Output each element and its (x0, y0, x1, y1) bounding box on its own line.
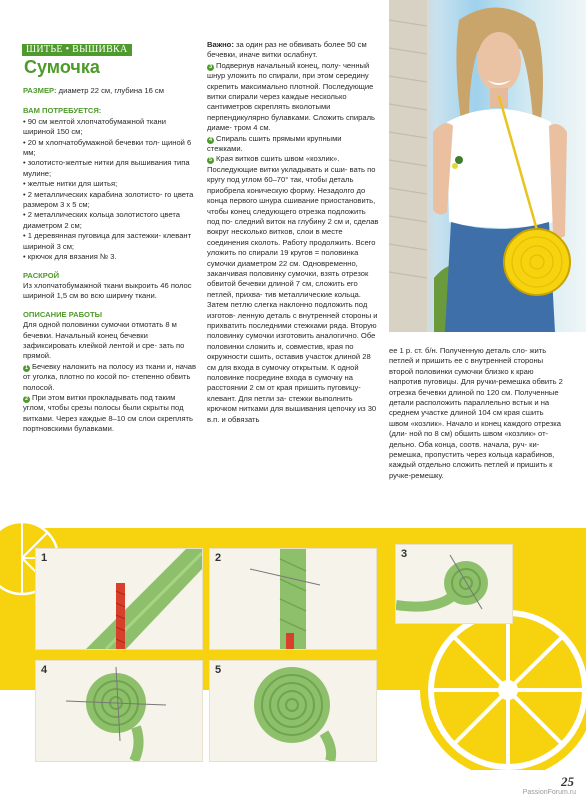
material-item: • 2 металлических карабина золотисто- го цвета размером 3 х 5 см; (23, 189, 194, 210)
column-3: ее 1 р. ст. б/н. Полученную деталь сло- жить петлей и пришить ее с внутренней стороны второй половинки сумочки близко к краю напротив пуговицы. Для ручки-ремешка обвить 2 отрезка бечевки длиной по 120 см. Полученные детали расположить параллельно встык и на среднем участке длиной 104 см края сшить швом «козлик». Начало и конец каждого отрезка (дли- ной по 8 см) обшить швом «козлик» от- дельно. Оба конца, соотв. начала, руч- ки-ремешка, пропустить через кольца карабинов, каждый отдельно сложить петлей и пришить к ручке-ремешку. (389, 346, 563, 480)
watermark: PassionForum.ru (522, 789, 576, 796)
material-item: • 20 м хлопчатобумажной бечевки тол- щиной 6 мм; (23, 137, 192, 158)
step-number-badge: 2 (24, 395, 29, 402)
page-number: 25 (561, 774, 574, 789)
material-item: • 2 металлических кольца золотистого цвета диаметром 2 см; (23, 210, 180, 230)
column-2 (207, 40, 379, 425)
photo-number: 4 (41, 664, 48, 676)
materials-heading: ВАМ ПОТРЕБУЕТСЯ: (23, 106, 102, 116)
step-number-badge: 3 (208, 63, 213, 70)
work-intro: Для одной половинки сумочки отмотать 8 м бечевки. Начальный конец бечевки зафиксировать клейкой лентой и сре- зать по прямой. (23, 320, 185, 361)
rubric-label: ШИТЬЕ • ВЫШИВКА (22, 44, 132, 56)
work-step-4: 4 Спираль сшить прямыми крупными стежками. (207, 133, 342, 154)
work-step-2: 2 При этом витки прокладывать под таким углом, чтобы срезы полосы были скрыты под витками. Через каждые 8–10 см слои скреплять портновскими булавками. (23, 392, 193, 434)
cutting-text: Из хлопчатобумажной ткани выкроить 46 полос шириной 1,5 см во всю ширину ткани. (23, 280, 192, 301)
material-item: • золотисто-желтые нитки для вышивания типа мулине; (23, 158, 190, 178)
size-text: диаметр 22 см, глубина 16 см (56, 86, 164, 95)
page-title: Сумочка (24, 57, 100, 77)
photo-number: 5 (215, 664, 222, 676)
work-step-3: 3 Подвернув начальный конец, полу- ченный шнур уложить по спирали, при этом середину скрепить максимально плотной. Последующие витки спирали через каждые несколько сантиметров скреплять вколотыми перпендикулярно булавками. Сложить спираль диаме- тром 4 см. (207, 60, 375, 133)
step-number-badge: 4 (208, 136, 213, 143)
size-paragraph (23, 86, 198, 96)
important-label: Важно: (207, 40, 234, 49)
size-label: РАЗМЕР: (23, 86, 57, 95)
important-note: Важно: за один раз не обвивать более 50 см бечевки, иначе витки ослабнут. (207, 40, 367, 60)
photo-number: 3 (401, 548, 408, 560)
step-photo-5 (209, 660, 377, 762)
material-item: • 1 деревянная пуговица для застежки- клевант шириной 3 см; (23, 231, 192, 251)
photo-number: 2 (215, 552, 222, 564)
work-step-5: 5 Края витков сшить швом «козлик». Последующие витки укладывать и сши- вать по кругу под углом 60–70° так, чтобы деталь приобрела коническую форму. Незадолго до конца первого шнура сшивание приостановить, чтобы конец следующего отрезка подложить под по- следний виток на глубину 2 см и, сделав вокруг несколько витков, слои в месте соединения сколоть. Работу продолжить. Всего уложить по спирали 19 кругов = половинка сумочки диаметром 22 см. Одновременно, заканчивая половинку сумочки, взять отрезок обвитой бечевки длиной 7 см, сложить его петлей, прихва- тив металлические кольца. Затем петлю слегка наклонно подложить под изготов- ленную деталь с внутренней стороны и прихватить последними стежками ряда. Вторую половинку сумочки изготовить аналогично. Обе половинки сложить и, совместив, края по окружности сшить, оставив участок длиной 28 см для входа в сумочку открытым. К одной половинке посредине входа в сумочку на расстоянии 2 см от края пришить пуговицу-клевант. Для петли за- стежки выполнить крючком нитками для вышивания цепочку из 30 в.п. и обвязать (207, 154, 379, 424)
model-photo (389, 0, 586, 332)
material-item: • крючок для вязания № 3. (23, 252, 117, 262)
material-item: • желтые нитки для шитья; (23, 179, 118, 189)
step-photo-1 (35, 548, 203, 650)
material-item: • 90 см желтой хлопчатобумажной ткани шириной 150 см; (23, 116, 166, 137)
photo-number: 1 (41, 552, 48, 564)
step-number-badge: 5 (208, 157, 213, 164)
cutting-heading: РАСКРОЙ (23, 270, 60, 280)
step-number-badge: 1 (24, 364, 29, 371)
work-heading: ОПИСАНИЕ РАБОТЫ (23, 309, 103, 319)
step-photo-3 (395, 544, 513, 624)
column-1 (23, 86, 198, 435)
step-photo-2 (209, 548, 377, 650)
step-photo-4 (35, 660, 203, 762)
work-step-1: 1 Бечевку наложить на полосу из ткани и, начав от уголка, плотно по косой по- степенно обвить полосой. (23, 361, 197, 392)
